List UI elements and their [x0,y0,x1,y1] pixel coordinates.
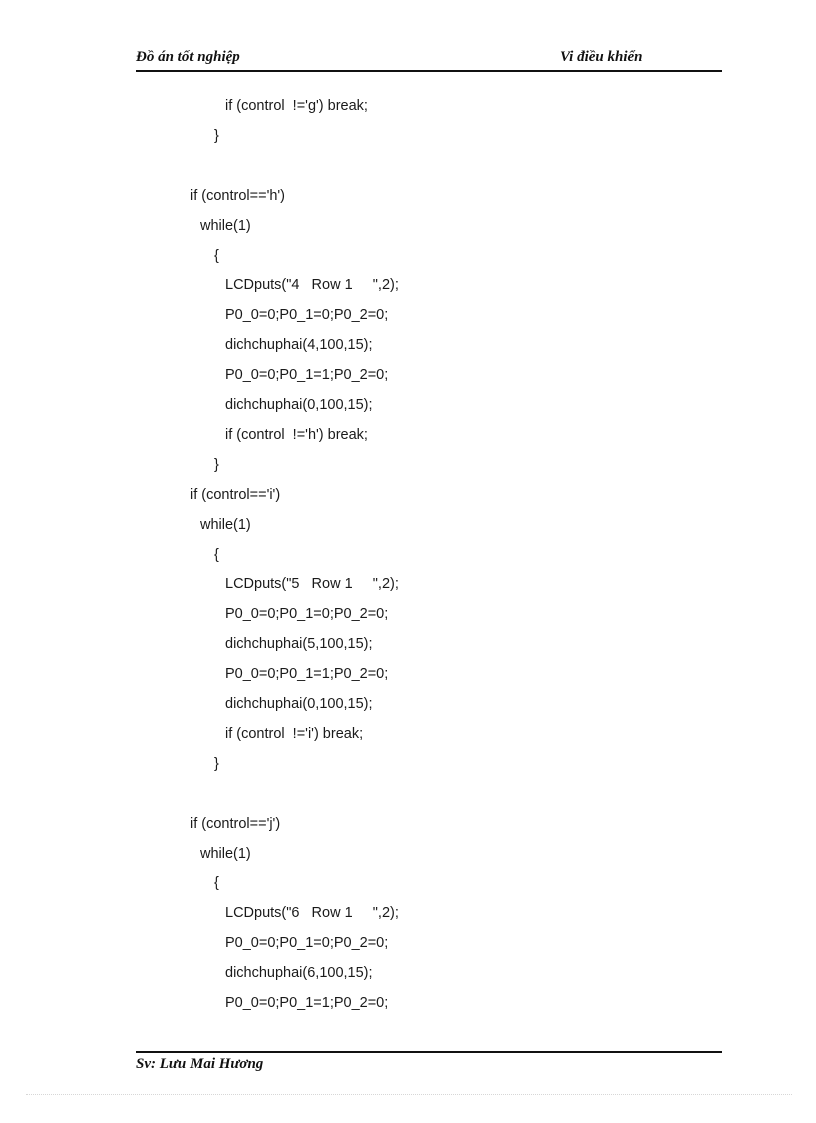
code-line: while(1) [200,218,251,234]
code-line: dichchuphai(6,100,15); [225,965,373,981]
code-line: P0_0=0;P0_1=1;P0_2=0; [225,666,389,682]
code-line: P0_0=0;P0_1=0;P0_2=0; [225,935,389,951]
code-line: dichchuphai(0,100,15); [225,397,373,413]
code-line: if (control !='h') break; [225,427,368,443]
code-line: { [214,875,219,891]
code-line: P0_0=0;P0_1=1;P0_2=0; [225,367,389,383]
code-line: dichchuphai(0,100,15); [225,696,373,712]
code-line: while(1) [200,846,251,862]
code-line: } [214,128,219,144]
code-line: } [214,457,219,473]
code-line: P0_0=0;P0_1=0;P0_2=0; [225,606,389,622]
page-edge-divider [26,1094,792,1095]
code-line: P0_0=0;P0_1=0;P0_2=0; [225,307,389,323]
code-line: if (control=='h') [190,188,285,204]
header-title: Đồ án tốt nghiệp [136,49,240,65]
code-line: { [214,547,219,563]
footer-divider [136,1051,722,1053]
code-line: dichchuphai(4,100,15); [225,337,373,353]
code-line: LCDputs("6 Row 1 ",2); [225,905,399,921]
header-divider [136,70,722,72]
code-line: if (control=='i') [190,487,281,503]
footer-author: Sv: Lưu Mai Hương [136,1056,264,1072]
code-line: } [214,756,219,772]
code-line: LCDputs("5 Row 1 ",2); [225,576,399,592]
code-line: dichchuphai(5,100,15); [225,636,373,652]
code-line: LCDputs("4 Row 1 ",2); [225,277,399,293]
code-line: if (control !='g') break; [225,98,368,114]
code-line: if (control=='j') [190,816,281,832]
code-line: { [214,248,219,264]
code-line: if (control !='i') break; [225,726,364,742]
code-line: while(1) [200,517,251,533]
header-subject: Vi điều khiển [560,49,643,65]
code-line: P0_0=0;P0_1=1;P0_2=0; [225,995,389,1011]
